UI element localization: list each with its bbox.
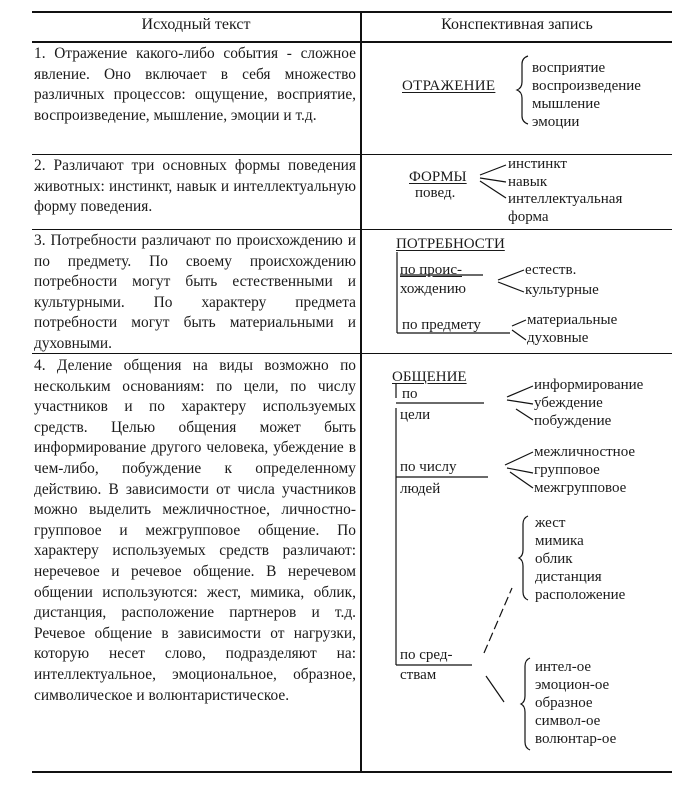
table-bottom-rule xyxy=(32,771,672,773)
summary-title-forms: ФОРМЫ xyxy=(409,169,467,185)
verbal-items-list xyxy=(535,658,616,748)
list-item: информирование xyxy=(534,377,644,393)
list-item: облик xyxy=(535,551,573,567)
list-item: мышление xyxy=(532,96,600,112)
list-item: расположение xyxy=(535,587,626,603)
list-item: навык xyxy=(508,173,548,190)
list-item: убеждение xyxy=(534,395,603,411)
branch-origin-label-cont: хождению xyxy=(400,281,466,297)
row-2-divider xyxy=(32,229,672,230)
summary-title-needs: ПОТРЕБНОСТИ xyxy=(396,236,505,252)
list-item: восприятие xyxy=(532,60,606,76)
list-item: эмоцион-ое xyxy=(535,677,610,693)
header-summary: Конспективная запись xyxy=(441,16,593,33)
branch-origin-label: по проис- xyxy=(400,262,462,278)
row-1-divider xyxy=(32,154,672,155)
list-item: интел-ое xyxy=(535,659,592,675)
list-item: образное xyxy=(535,695,593,711)
list-item: инстинкт xyxy=(508,156,567,172)
header-source-text: Исходный текст xyxy=(141,16,251,33)
nonverbal-items-list xyxy=(535,514,625,604)
branch-goal-label-cont: цели xyxy=(400,407,431,423)
list-item: волюнтар-ое xyxy=(535,731,617,747)
origin-items-list xyxy=(525,261,599,299)
source-text-row-2 xyxy=(34,156,356,218)
list-item: жест xyxy=(535,515,566,531)
list-item: форма xyxy=(508,208,549,225)
list-item: межличностное xyxy=(534,444,636,460)
summary-title-communication: ОБЩЕНИЕ xyxy=(392,369,467,385)
list-item: материальные xyxy=(527,312,618,328)
branch-means-label: по сред- xyxy=(400,647,453,663)
forms-items-list xyxy=(508,156,622,226)
reflection-items-list xyxy=(532,59,641,131)
list-item: естеств. xyxy=(525,262,577,278)
source-paragraph: 2. Различают три основных формы поведения животных: инстинкт, навык и интеллектуальную форму поведения. xyxy=(34,157,356,216)
source-text-row-1 xyxy=(34,44,356,126)
brace-icon xyxy=(517,56,528,124)
list-item: интеллектуальная xyxy=(508,191,623,207)
branch-goal-label: по xyxy=(402,386,418,402)
source-paragraph: 1. Отражение какого-либо события - сложное явление. Оно включает в себя множество различных процессов: ощущение, восприятие, воспроизведение, мышление, эмоции и т.д. xyxy=(34,45,356,124)
brace-icon xyxy=(519,516,528,600)
branch-count-label: по числу xyxy=(400,459,457,475)
branch-means-label-cont: ствам xyxy=(400,667,437,683)
goal-items-list xyxy=(534,376,643,430)
list-item: символ-ое xyxy=(535,713,601,729)
branch-subject-label: по предмету xyxy=(402,317,481,333)
branch-count-label-cont: людей xyxy=(400,481,441,497)
list-item: мимика xyxy=(535,533,584,549)
source-text-row-4 xyxy=(34,356,356,706)
list-item: воспроизведение xyxy=(532,78,641,94)
table-top-rule xyxy=(32,11,672,13)
list-item: дистанция xyxy=(535,569,602,585)
source-text-row-3 xyxy=(34,231,356,355)
subject-items-list xyxy=(527,311,617,347)
list-item: групповое xyxy=(534,462,600,478)
list-item: духовные xyxy=(527,330,589,346)
list-item: эмоции xyxy=(532,114,580,130)
brace-icon xyxy=(521,658,530,750)
list-item: культурные xyxy=(525,282,599,298)
column-divider xyxy=(360,11,362,773)
list-item: побуждение xyxy=(534,413,612,429)
header-bottom-rule xyxy=(32,41,672,43)
list-item: межгрупповое xyxy=(534,480,627,496)
source-paragraph: 3. Потребности различают по происхождению и по предмету. По своему происхождению потребности могут быть естественными и культурными. По характеру предмета потребности могут быть материальными и духовными. xyxy=(34,232,356,352)
summary-subtitle-behavior: повед. xyxy=(415,185,456,201)
count-items-list xyxy=(534,443,635,497)
summary-title-reflection: ОТРАЖЕНИЕ xyxy=(402,78,496,94)
source-paragraph: 4. Деление общения на виды возможно по нескольким основаниям: по цели, по числу участников и по характеру используемых средств. Целью общения может быть информирование другого человека, убеждение в чем-либо, побуждение к определенному действию. В зависимости от числа участников можно выделить межличностное, личностно-групповое и межгрупповое общение. По характеру используемых средств различают: неречевое и речевое общение. В неречевом общении используются: жест, мимика, облик, дистанция, расположение партнеров и т.д. Речевое общение в зависимости от нагрузки, которую несет слово, подразделяют на: интеллектуальное, эмоциональное, образное, символическое и волюнтаристическое. xyxy=(34,357,356,704)
